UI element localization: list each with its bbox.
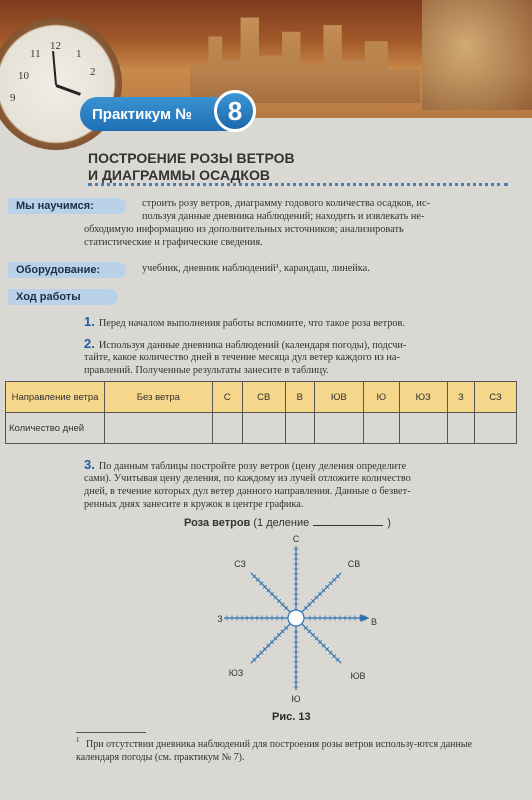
step-text: По данным таблицы постройте розу ветров (цену деления определите [98,461,407,472]
table-header-cell: Ю [363,382,399,413]
title-line: ПОСТРОЕНИЕ РОЗЫ ВЕТРОВ [88,150,295,166]
table-header-cell: В [285,382,314,413]
clock-number: 10 [18,70,29,82]
rose-title-close: ) [387,517,391,529]
table-cell[interactable] [242,413,285,444]
footnote-text: При отсутствии дневника наблюдений для построения розы ветров использу-ются данные календаря погоды (см. практикум № 7). [76,739,473,763]
dir-label-se: ЮВ [350,671,366,681]
table-header-cell: ЮВ [314,382,363,413]
rose-title-bold: Роза ветров [184,517,251,529]
step-2 [84,337,524,352]
table-header-cell: Направление ветра [6,382,105,413]
learn-line: обходимую информацию из дополнительных источников; анализировать [84,224,404,235]
footnote-mark: 1 [76,736,80,744]
footnote-divider [76,732,146,733]
step-number: 1. [84,314,95,329]
wind-table [5,381,517,444]
rose-ray-se [302,624,342,664]
clock-number: 2 [90,66,96,78]
rose-ray-nw [251,573,291,613]
dir-label-n: С [292,534,300,544]
table-header-cell: З [447,382,474,413]
calm-days-circle[interactable] [288,610,304,626]
table-cell[interactable] [399,413,447,444]
step-3 [84,458,524,473]
clock-hand [52,51,57,85]
workflow-label: Ход работы [8,289,118,305]
table-cell[interactable] [314,413,363,444]
east-arrow-icon [361,615,368,621]
table-header-cell: ЮЗ [399,382,447,413]
wind-rose-diagram [200,530,400,710]
dir-label-s: Ю [291,694,301,704]
clock-number: 12 [50,40,61,52]
learn-line: строить розу ветров, диаграмму годового количества осадков, ис- [142,198,430,209]
title-line: И ДИАГРАММЫ ОСАДКОВ [88,167,270,183]
table-row-label: Количество дней [6,413,105,444]
step-text: Перед началом выполнения работы вспомните, что такое роза ветров. [98,318,405,329]
clock-number: 11 [30,48,41,60]
dir-label-ne: СВ [347,559,361,569]
division-blank[interactable] [313,515,383,526]
dir-label-sw: ЮЗ [228,668,244,678]
clock-number: 9 [10,92,16,104]
equipment-label: Оборудование: [8,262,126,278]
rose-ray-sw [251,624,291,664]
table-cell[interactable] [475,413,517,444]
table-cell[interactable] [285,413,314,444]
table-cell[interactable] [212,413,242,444]
clock-number: 1 [76,48,82,60]
table-row [6,413,517,444]
table-cell[interactable] [363,413,399,444]
rose-title [184,515,391,529]
step-text: сами). Учитывая цену деления, по каждому из лучей отложите количество [84,473,411,484]
step-1 [84,315,524,330]
equipment-text: учебник, дневник наблюдений¹, карандаш, линейка. [142,263,370,274]
table-header-cell: Без ветра [105,382,213,413]
learn-line: пользуя данные дневника наблюдений; находить и извлекать не- [142,211,425,222]
clock-hand [55,84,80,96]
table-header-row [6,382,517,413]
rose-ray-ne [302,573,342,613]
table-cell[interactable] [447,413,474,444]
step-text: ренных днях занесите в кружок в центре графика. [84,499,304,510]
dir-label-w: З [217,614,223,624]
dotted-divider [88,183,508,186]
learn-line: статистические и графические сведения. [84,237,263,248]
table-cell[interactable] [105,413,213,444]
map-illustration [422,0,532,110]
practicum-label: Практикум № [80,97,232,131]
learn-label: Мы научимся: [8,198,126,214]
step-text: правлений. Полученные результаты занесите в таблицу. [84,365,329,376]
step-number: 2. [84,336,95,351]
practicum-number: 8 [214,90,256,132]
figure-caption: Рис. 13 [272,711,311,723]
step-text: тайте, какое количество дней в течение месяца дул ветер каждого из на- [84,352,400,363]
step-number: 3. [84,457,95,472]
city-illustration [190,8,420,103]
rose-title-text: (1 деление [253,517,310,529]
table-header-cell: С [212,382,242,413]
step-text: Используя данные дневника наблюдений (календаря погоды), подсчи- [98,340,407,351]
table-header-cell: СЗ [475,382,517,413]
dir-label-nw: СЗ [234,559,246,569]
table-header-cell: СВ [242,382,285,413]
dir-label-e: В [370,617,378,627]
page-title [88,150,295,184]
step-text: дней, в течение которых дул ветер данного направления. Данные о безвет- [84,486,411,497]
